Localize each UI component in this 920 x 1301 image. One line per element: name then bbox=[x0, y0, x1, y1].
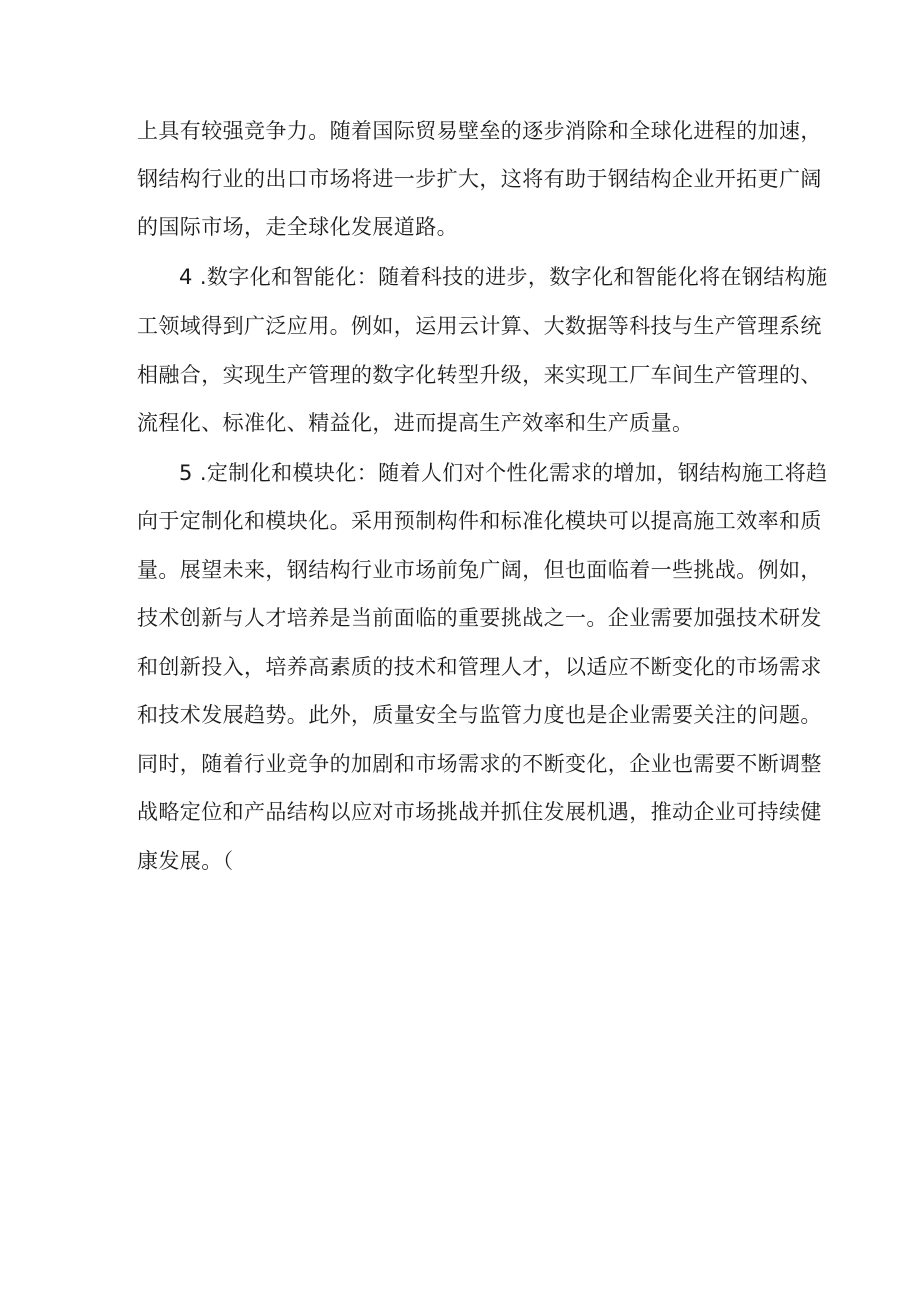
text-line: 工领域得到广泛应用。例如，运用云计算、大数据等科技与生产管理系统 bbox=[137, 314, 822, 338]
text-line: 向于定制化和模块化。采用预制构件和标准化模块可以提高施工效率和质 bbox=[137, 509, 822, 533]
text-line: 和创新投入，培养高素质的技术和管理人才，以适应不断变化的市场需求 bbox=[137, 655, 822, 679]
text-line: 康发展。（ bbox=[137, 849, 234, 873]
text-line: 的国际市场，走全球化发展道路。 bbox=[137, 215, 458, 239]
text-line: 钢结构行业的出口市场将进一步扩大，这将有助于钢结构企业开拓更广阔 bbox=[137, 167, 822, 191]
text-line: 战略定位和产品结构以应对市场挑战并抓住发展机遇，推动企业可持续健 bbox=[137, 800, 822, 824]
text-line: 和技术发展趋势。此外，质量安全与监管力度也是企业需要关注的问题。 bbox=[137, 703, 822, 727]
text-line: 同时，随着行业竞争的加剧和市场需求的不断变化，企业也需要不断调整 bbox=[137, 752, 822, 776]
text-line: 相融合，实现生产管理的数字化转型升级，来实现工厂车间生产管理的、 bbox=[137, 363, 822, 387]
text-line: 流程化、标准化、精益化，进而提高生产效率和生产质量。 bbox=[137, 411, 694, 435]
text-line: 量。展望未来，钢结构行业市场前兔广阔，但也面临着一些挑战。例如， bbox=[137, 558, 822, 582]
text-line: 4 .数字化和智能化：随着科技的进步，数字化和智能化将在钢结构施 bbox=[179, 265, 828, 289]
text-line: 上具有较强竞争力。随着国际贸易壁垒的逐步消除和全球化进程的加速， bbox=[137, 119, 822, 143]
text-line: 技术创新与人才培养是当前面临的重要挑战之一。企业需要加强技术研发 bbox=[137, 606, 822, 630]
text-line: 5 .定制化和模块化：随着人们对个性化需求的增加，钢结构施工将趋 bbox=[179, 461, 828, 485]
